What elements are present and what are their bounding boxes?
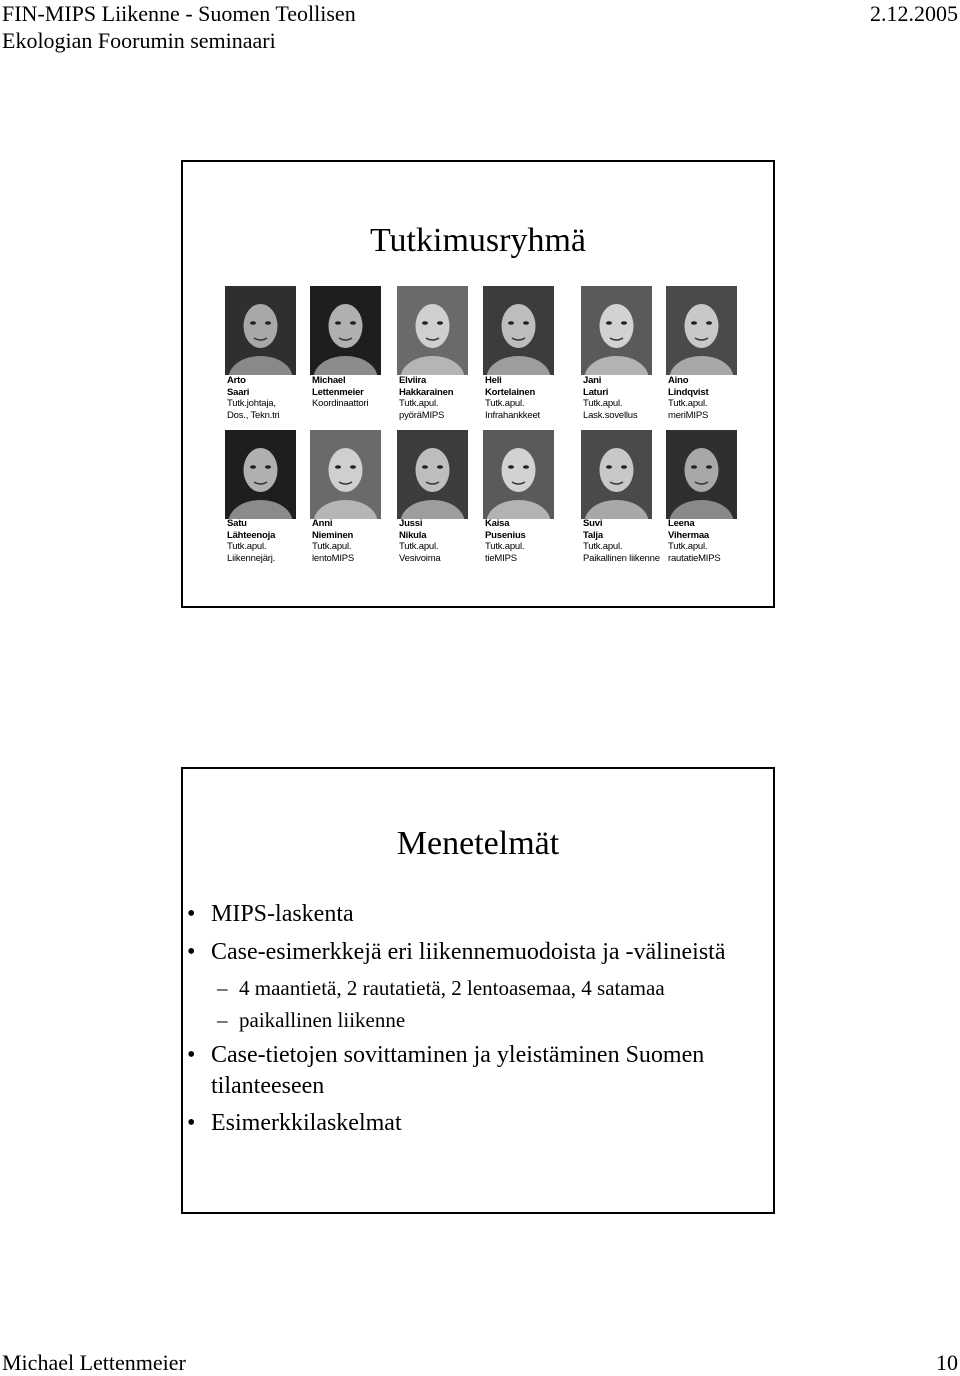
doc-date: 2.12.2005 [870, 1, 958, 26]
person-role: Paikallinen liikenne [583, 552, 660, 564]
person-name: Anni [312, 518, 333, 529]
footer-page-number: 10 [936, 1350, 958, 1375]
person-photo [310, 286, 381, 375]
person-name: Kaisa [485, 518, 510, 529]
person-photo [666, 430, 737, 519]
person-photo [397, 430, 468, 519]
slide-title: Tutkimusryhmä [369, 222, 586, 259]
slide-methods [181, 767, 775, 1214]
person-photo [483, 430, 554, 519]
person-role: Tutk.apul. [312, 541, 352, 552]
person-role: Tutk.apul. [485, 398, 525, 409]
person-name: Jussi [399, 518, 423, 529]
person-photo [483, 286, 554, 375]
person-photo [581, 430, 652, 519]
person-role: rautatieMIPS [668, 552, 721, 564]
person-name: Aino [668, 375, 689, 386]
bullet-text: Case-tietojen sovittaminen ja yleistäminen Suomen [211, 1042, 705, 1068]
person-name: Saari [227, 386, 250, 398]
bullet-text: Esimerkkilaskelmat [211, 1110, 402, 1136]
person-name: Suvi [583, 518, 603, 529]
person-role: Koordinaattori [312, 398, 369, 409]
person-role: lentoMIPS [312, 552, 355, 564]
person-role: Vesivoima [399, 552, 441, 564]
person-name: Nikula [399, 529, 427, 541]
person-role: Tutk.apul. [399, 541, 439, 552]
person-name: Hakkarainen [399, 386, 454, 398]
person-role: Lask.sovellus [583, 409, 638, 421]
person-role: Tutk.apul. [227, 541, 267, 552]
person-name: Pusenius [485, 529, 526, 541]
person-name: Nieminen [312, 529, 354, 541]
dash-marker: – [217, 1008, 228, 1032]
person-photo [225, 286, 296, 375]
bullet-marker: • [187, 1110, 196, 1136]
doc-title-line2: Ekologian Foorumin seminaari [2, 28, 276, 53]
person-name: Talja [583, 529, 603, 541]
slide-title: Menetelmät [396, 825, 560, 862]
bullet-text: tilanteeseen [211, 1073, 325, 1099]
person-photo [581, 286, 652, 375]
slide-team [181, 160, 775, 608]
person-role: Tutk.apul. [583, 541, 623, 552]
person-name: Arto [227, 375, 246, 386]
person-name: Vihermaa [668, 529, 710, 541]
bullet-marker: • [187, 1042, 196, 1068]
person-role: Dos., Tekn.tri [227, 409, 280, 421]
bullet-text: Case-esimerkkejä eri liikennemuodoista ja -välineistä [211, 939, 726, 965]
person-name: Kortelainen [485, 386, 536, 398]
bullet-text: MIPS-laskenta [211, 901, 354, 927]
person-role: Infrahankkeet [485, 409, 540, 421]
person-photo [666, 286, 737, 375]
person-role: Tutk.apul. [399, 398, 439, 409]
person-photo [225, 430, 296, 519]
person-name: Lettenmeier [312, 386, 364, 398]
bullet-marker: • [187, 901, 196, 927]
person-role: Liikennejärj. [227, 552, 276, 564]
person-name: Heli [485, 375, 502, 386]
sub-bullet-text: 4 maantietä, 2 rautatietä, 2 lentoasemaa, 4 satamaa [239, 976, 665, 1000]
person-role: Tutk.apul. [485, 541, 525, 552]
person-name: Jani [583, 375, 602, 386]
person-role: Tutk.johtaja, [227, 398, 276, 409]
bullet-marker: • [187, 939, 196, 965]
person-photo [310, 430, 381, 519]
person-name: Elviira [399, 375, 427, 386]
person-name: Leena [668, 518, 695, 529]
person-name: Lindqvist [668, 386, 709, 398]
person-role: tieMIPS [485, 552, 517, 564]
dash-marker: – [217, 976, 228, 1000]
person-name: Michael [312, 375, 346, 386]
sub-bullet-text: paikallinen liikenne [239, 1008, 406, 1032]
person-name: Lähteenoja [227, 529, 276, 541]
footer-author: Michael Lettenmeier [2, 1350, 186, 1375]
person-role: pyöräMIPS [399, 409, 445, 421]
person-name: Satu [227, 518, 247, 529]
person-photo [397, 286, 468, 375]
person-name: Laturi [583, 386, 609, 398]
person-role: Tutk.apul. [668, 398, 708, 409]
doc-title-line1: FIN-MIPS Liikenne - Suomen Teollisen [2, 1, 356, 26]
person-role: meriMIPS [668, 409, 709, 421]
person-role: Tutk.apul. [668, 541, 708, 552]
person-role: Tutk.apul. [583, 398, 623, 409]
